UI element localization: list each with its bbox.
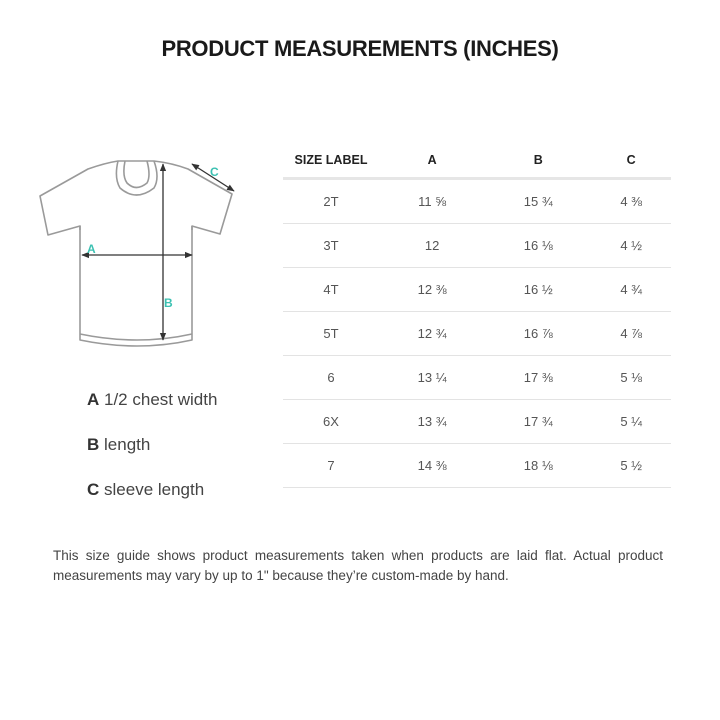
table-row bbox=[283, 224, 671, 268]
table-header-row bbox=[283, 142, 671, 179]
cell-b: 17 ¾ bbox=[485, 400, 591, 444]
diagram-label-a: A bbox=[87, 242, 96, 256]
cell-size: 4T bbox=[283, 268, 379, 312]
table-row bbox=[283, 444, 671, 488]
tshirt-outline bbox=[40, 161, 232, 346]
cell-a: 14 ⅜ bbox=[379, 444, 485, 488]
cell-b: 16 ⅞ bbox=[485, 312, 591, 356]
cell-a: 13 ¾ bbox=[379, 400, 485, 444]
header-c: C bbox=[591, 142, 671, 179]
legend-item-a: A 1/2 chest width bbox=[87, 390, 218, 409]
measurement-legend bbox=[87, 388, 217, 523]
cell-c: 4 ¾ bbox=[591, 268, 671, 312]
cell-c: 4 ½ bbox=[591, 224, 671, 268]
cell-b: 15 ¾ bbox=[485, 179, 591, 224]
size-guide-note: This size guide shows product measurements taken when products are laid flat. Actual product measurements may vary by up to 1" because they’re custom-made by hand. bbox=[53, 548, 663, 583]
diagram-label-c: C bbox=[210, 165, 219, 179]
cell-b: 16 ½ bbox=[485, 268, 591, 312]
cell-size: 6 bbox=[283, 356, 379, 400]
cell-size: 5T bbox=[283, 312, 379, 356]
cell-b: 17 ⅜ bbox=[485, 356, 591, 400]
diagram-label-b: B bbox=[164, 296, 173, 310]
cell-c: 5 ¼ bbox=[591, 400, 671, 444]
cell-a: 11 ⅝ bbox=[379, 179, 485, 224]
header-size-label: SIZE LABEL bbox=[283, 142, 379, 179]
table-row bbox=[283, 356, 671, 400]
size-table bbox=[283, 142, 671, 488]
table-row bbox=[283, 268, 671, 312]
header-a: A bbox=[379, 142, 485, 179]
cell-b: 18 ⅛ bbox=[485, 444, 591, 488]
cell-c: 4 ⅜ bbox=[591, 179, 671, 224]
page-title: PRODUCT MEASUREMENTS (INCHES) bbox=[161, 36, 559, 61]
legend-item-c: C sleeve length bbox=[87, 480, 205, 499]
cell-b: 16 ⅛ bbox=[485, 224, 591, 268]
cell-a: 12 ⅜ bbox=[379, 268, 485, 312]
table-row bbox=[283, 312, 671, 356]
cell-size: 6X bbox=[283, 400, 379, 444]
measurement-arrows bbox=[82, 164, 234, 340]
cell-c: 5 ½ bbox=[591, 444, 671, 488]
header-b: B bbox=[485, 142, 591, 179]
cell-size: 2T bbox=[283, 179, 379, 224]
table-row bbox=[283, 400, 671, 444]
cell-c: 4 ⅞ bbox=[591, 312, 671, 356]
cell-a: 12 ¾ bbox=[379, 312, 485, 356]
cell-c: 5 ⅛ bbox=[591, 356, 671, 400]
cell-size: 7 bbox=[283, 444, 379, 488]
tshirt-diagram bbox=[30, 150, 250, 365]
cell-size: 3T bbox=[283, 224, 379, 268]
cell-a: 12 bbox=[379, 224, 485, 268]
legend-item-b: B length bbox=[87, 435, 151, 454]
table-row bbox=[283, 179, 671, 224]
cell-a: 13 ¼ bbox=[379, 356, 485, 400]
